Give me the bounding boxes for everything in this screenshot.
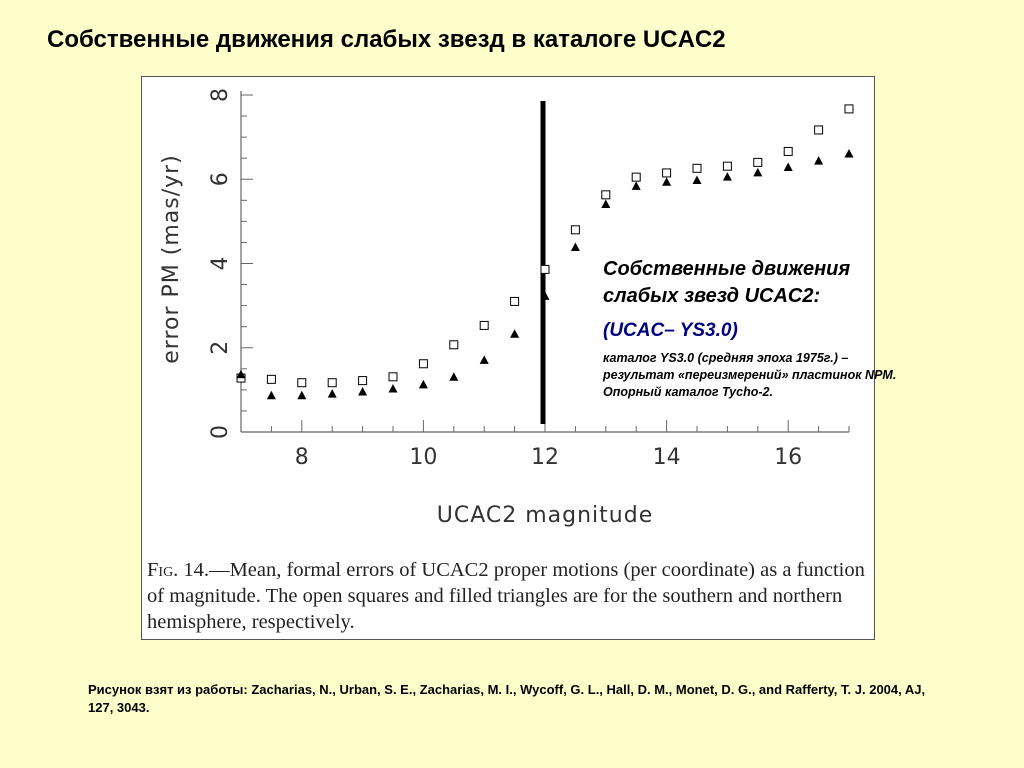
filled-triangle-point	[419, 380, 428, 389]
y-tick-label: 4	[208, 256, 233, 271]
footer-reference: Рисунок взят из работы: Zacharias, N., Urban, S. E., Zacharias, M. I., Wycoff, G. L., Hall, D. M., Monet, D. G., and Rafferty, T. J. 2004, AJ, 127, 3043.	[88, 682, 926, 715]
filled-triangle-point	[571, 242, 580, 251]
open-square-point	[267, 375, 275, 383]
filled-triangle-point	[753, 168, 762, 177]
open-square-point	[419, 360, 427, 368]
filled-triangle-point	[693, 176, 702, 185]
filled-triangle-point	[510, 329, 519, 337]
filled-triangle-point	[297, 391, 306, 400]
open-square-point	[480, 321, 488, 329]
open-square-point	[389, 373, 397, 381]
open-square-point	[784, 147, 792, 155]
open-square-point	[511, 297, 519, 305]
y-tick-label: 6	[208, 172, 233, 187]
open-square-point	[815, 126, 823, 134]
y-tick-label: 0	[208, 425, 233, 439]
overlay-subtitle: (UCAC– YS3.0)	[603, 320, 738, 341]
open-square-point	[328, 379, 336, 387]
filled-triangle-point	[480, 355, 489, 364]
figure-caption-label: Fig. 14.	[147, 559, 210, 581]
open-square-point	[602, 191, 610, 199]
x-tick-label: 10	[409, 445, 438, 470]
slide-title: Собственные движения слабых звезд в каталоге UCAC2	[47, 26, 726, 53]
filled-triangle-point	[845, 149, 854, 158]
y-tick-label: 2	[208, 340, 233, 355]
filled-triangle-point	[662, 177, 671, 186]
filled-triangle-point	[328, 389, 337, 398]
open-square-point	[359, 377, 367, 385]
open-square-point	[723, 162, 731, 170]
overlay-title: Собственные движения слабых звезд UCAC2:	[603, 258, 851, 307]
y-tick-label: 8	[208, 88, 233, 102]
y-axis-label: error PM (mas/yr)	[159, 154, 184, 364]
filled-triangle-point	[358, 387, 367, 396]
x-tick-label: 8	[294, 445, 309, 470]
filled-triangle-point	[601, 200, 610, 209]
open-square-point	[298, 379, 306, 387]
filled-triangle-point	[389, 384, 398, 393]
open-square-point	[571, 226, 579, 234]
open-square-point	[845, 105, 853, 113]
overlay-note: каталог YS3.0 (средняя эпоха 1975г.) – результат «переизмерений» пластинок NPM. Опорный каталог Tycho-2.	[603, 351, 897, 399]
open-square-point	[754, 158, 762, 166]
filled-triangle-point	[814, 156, 823, 165]
open-square-point	[632, 173, 640, 181]
figure-caption	[147, 557, 871, 635]
x-tick-label: 16	[774, 445, 803, 470]
figure-caption-text: —Mean, formal errors of UCAC2 proper motions (per coordinate) as a function of magnitude. The open squares and filled triangles are for the southern and northern hemisphere, respectively.	[147, 559, 865, 633]
x-tick-label: 12	[531, 445, 559, 470]
filled-triangle-point	[632, 181, 641, 190]
open-square-point	[450, 341, 458, 349]
filled-triangle-point	[449, 372, 458, 381]
filled-triangle-point	[784, 162, 793, 171]
open-square-point	[693, 164, 701, 172]
filled-triangle-point	[723, 172, 732, 181]
filled-triangle-point	[267, 391, 276, 400]
x-tick-label: 14	[652, 445, 681, 470]
open-square-point	[663, 169, 671, 177]
open-square-point	[541, 265, 549, 273]
x-axis-label: UCAC2 magnitude	[436, 503, 654, 528]
overlay-annotation	[603, 256, 923, 401]
